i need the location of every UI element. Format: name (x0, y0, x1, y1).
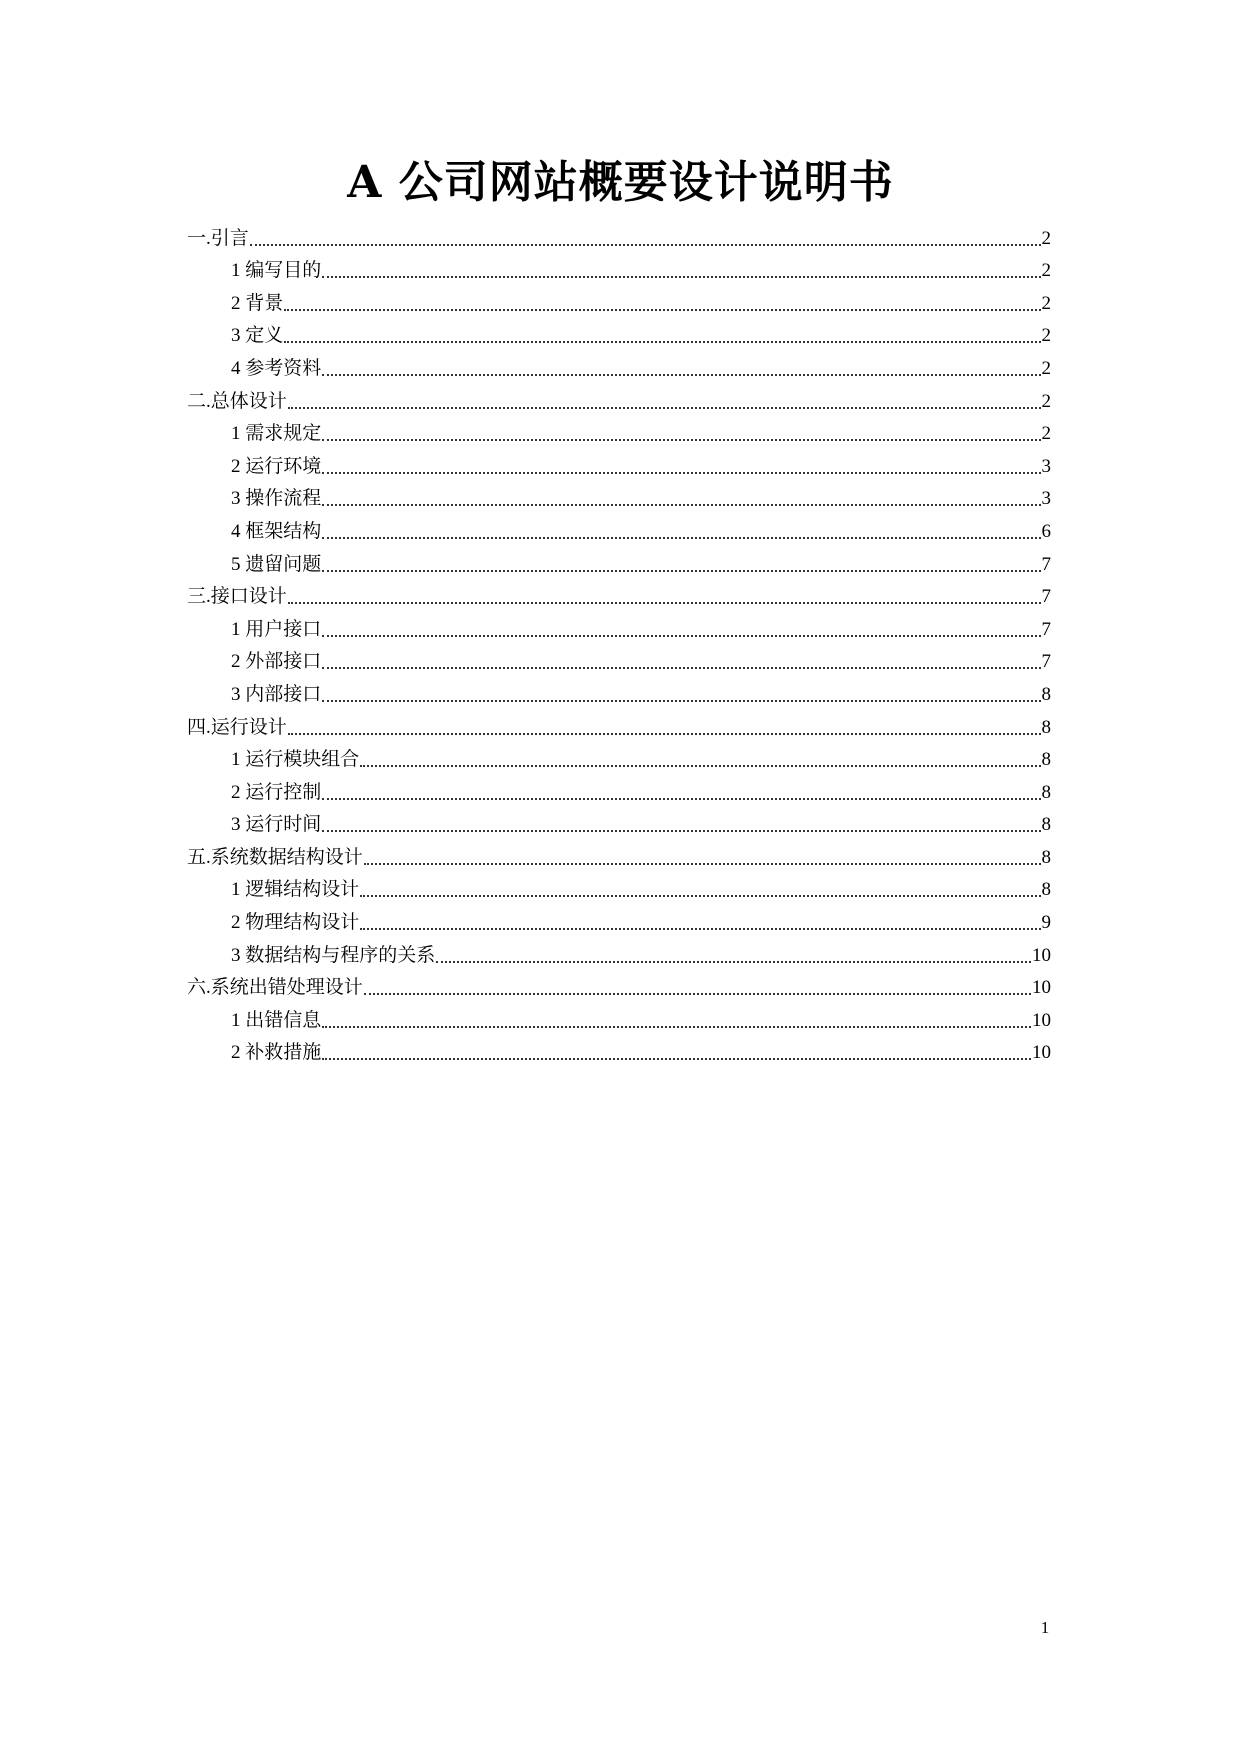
toc-dot-leader (322, 699, 1040, 702)
toc-dot-leader (284, 308, 1040, 311)
toc-subsection-entry[interactable] (187, 870, 1051, 903)
toc-dot-leader (284, 340, 1040, 343)
toc-entry-label: 1 编写目的 (231, 260, 322, 282)
toc-entry-page-number: 10 (1032, 977, 1051, 999)
toc-subsection-entry[interactable] (187, 740, 1051, 773)
toc-entry-label: 2 物理结构设计 (231, 912, 360, 934)
toc-entry-page-number: 2 (1041, 325, 1051, 347)
toc-entry-label: 四.运行设计 (187, 716, 287, 738)
toc-entry-label: 2 外部接口 (231, 651, 322, 673)
toc-subsection-entry[interactable] (187, 414, 1051, 447)
toc-entry-page-number: 7 (1041, 553, 1051, 575)
toc-entry-page-number: 10 (1032, 1009, 1051, 1031)
toc-dot-leader (322, 275, 1040, 278)
toc-entry-page-number: 7 (1041, 651, 1051, 673)
toc-dot-leader (322, 1025, 1031, 1028)
toc-dot-leader (322, 797, 1040, 800)
toc-entry-label: 1 用户接口 (231, 618, 322, 640)
toc-entry-page-number: 2 (1041, 357, 1051, 379)
toc-entry-page-number: 2 (1041, 423, 1051, 445)
toc-entry-label: 3 内部接口 (231, 683, 322, 705)
toc-dot-leader (288, 732, 1041, 735)
toc-dot-leader (322, 536, 1040, 539)
toc-section-entry[interactable] (187, 968, 1051, 1001)
toc-subsection-entry[interactable] (187, 348, 1051, 381)
toc-entry-label: 1 出错信息 (231, 1009, 322, 1031)
toc-entry-page-number: 6 (1041, 520, 1051, 542)
toc-dot-leader (364, 992, 1031, 995)
toc-entry-page-number: 9 (1041, 912, 1051, 934)
toc-dot-leader (322, 471, 1040, 474)
toc-subsection-entry[interactable] (187, 251, 1051, 284)
toc-entry-page-number: 8 (1041, 846, 1051, 868)
toc-dot-leader (250, 243, 1041, 246)
toc-entry-page-number: 7 (1041, 618, 1051, 640)
document-title: A 公司网站概要设计说明书 (347, 157, 894, 208)
toc-subsection-entry[interactable] (187, 1000, 1051, 1033)
toc-subsection-entry[interactable] (187, 1033, 1051, 1066)
toc-dot-leader (436, 960, 1031, 963)
toc-entry-page-number: 2 (1041, 227, 1051, 249)
toc-entry-page-number: 8 (1041, 749, 1051, 771)
toc-dot-leader (288, 406, 1041, 409)
toc-subsection-entry[interactable] (187, 479, 1051, 512)
toc-entry-label: 3 数据结构与程序的关系 (231, 944, 436, 966)
toc-dot-leader (322, 373, 1040, 376)
toc-subsection-entry[interactable] (187, 316, 1051, 349)
toc-entry-label: 3 操作流程 (231, 488, 322, 510)
toc-entry-page-number: 8 (1041, 781, 1051, 803)
toc-entry-label: 4 框架结构 (231, 520, 322, 542)
toc-entry-page-number: 2 (1041, 292, 1051, 314)
toc-dot-leader (322, 438, 1040, 441)
toc-subsection-entry[interactable] (187, 935, 1051, 968)
toc-subsection-entry[interactable] (187, 544, 1051, 577)
toc-entry-page-number: 8 (1041, 879, 1051, 901)
toc-section-entry[interactable] (187, 381, 1051, 414)
toc-section-entry[interactable] (187, 837, 1051, 870)
toc-entry-label: 三.接口设计 (187, 586, 287, 608)
toc-entry-page-number: 2 (1041, 260, 1051, 282)
toc-subsection-entry[interactable] (187, 446, 1051, 479)
toc-section-entry[interactable] (187, 218, 1051, 251)
toc-entry-label: 六.系统出错处理设计 (187, 977, 363, 999)
toc-entry-label: 2 运行环境 (231, 455, 322, 477)
toc-dot-leader (322, 1057, 1031, 1060)
toc-dot-leader (364, 862, 1041, 865)
toc-entry-label: 1 逻辑结构设计 (231, 879, 360, 901)
toc-subsection-entry[interactable] (187, 642, 1051, 675)
toc-dot-leader (322, 829, 1040, 832)
toc-entry-label: 3 运行时间 (231, 814, 322, 836)
toc-entry-label: 1 需求规定 (231, 423, 322, 445)
toc-entry-label: 五.系统数据结构设计 (187, 846, 363, 868)
toc-entry-page-number: 2 (1041, 390, 1051, 412)
toc-entry-label: 二.总体设计 (187, 390, 287, 412)
table-of-contents (187, 218, 1051, 1065)
toc-entry-page-number: 8 (1041, 716, 1051, 738)
toc-dot-leader (322, 666, 1040, 669)
toc-entry-label: 3 定义 (231, 325, 284, 347)
toc-section-entry[interactable] (187, 577, 1051, 610)
toc-entry-page-number: 3 (1041, 455, 1051, 477)
toc-section-entry[interactable] (187, 707, 1051, 740)
toc-entry-page-number: 8 (1041, 814, 1051, 836)
toc-dot-leader (360, 764, 1040, 767)
page-number: 1 (1040, 1618, 1050, 1637)
toc-dot-leader (360, 894, 1040, 897)
toc-entry-label: 2 背景 (231, 292, 284, 314)
toc-subsection-entry[interactable] (187, 902, 1051, 935)
toc-subsection-entry[interactable] (187, 283, 1051, 316)
toc-entry-label: 一.引言 (187, 227, 249, 249)
toc-entry-page-number: 8 (1041, 683, 1051, 705)
toc-subsection-entry[interactable] (187, 511, 1051, 544)
toc-entry-label: 5 遗留问题 (231, 553, 322, 575)
toc-dot-leader (322, 503, 1040, 506)
toc-dot-leader (322, 569, 1040, 572)
toc-subsection-entry[interactable] (187, 609, 1051, 642)
toc-entry-label: 2 运行控制 (231, 781, 322, 803)
toc-dot-leader (288, 601, 1041, 604)
toc-entry-page-number: 10 (1032, 944, 1051, 966)
toc-entry-label: 2 补救措施 (231, 1042, 322, 1064)
toc-entry-label: 4 参考资料 (231, 357, 322, 379)
toc-entry-page-number: 3 (1041, 488, 1051, 510)
toc-subsection-entry[interactable] (187, 805, 1051, 838)
toc-entry-label: 1 运行模块组合 (231, 749, 360, 771)
toc-entry-page-number: 7 (1041, 586, 1051, 608)
toc-subsection-entry[interactable] (187, 674, 1051, 707)
toc-dot-leader (360, 927, 1040, 930)
toc-subsection-entry[interactable] (187, 772, 1051, 805)
toc-entry-page-number: 10 (1032, 1042, 1051, 1064)
toc-dot-leader (322, 634, 1040, 637)
